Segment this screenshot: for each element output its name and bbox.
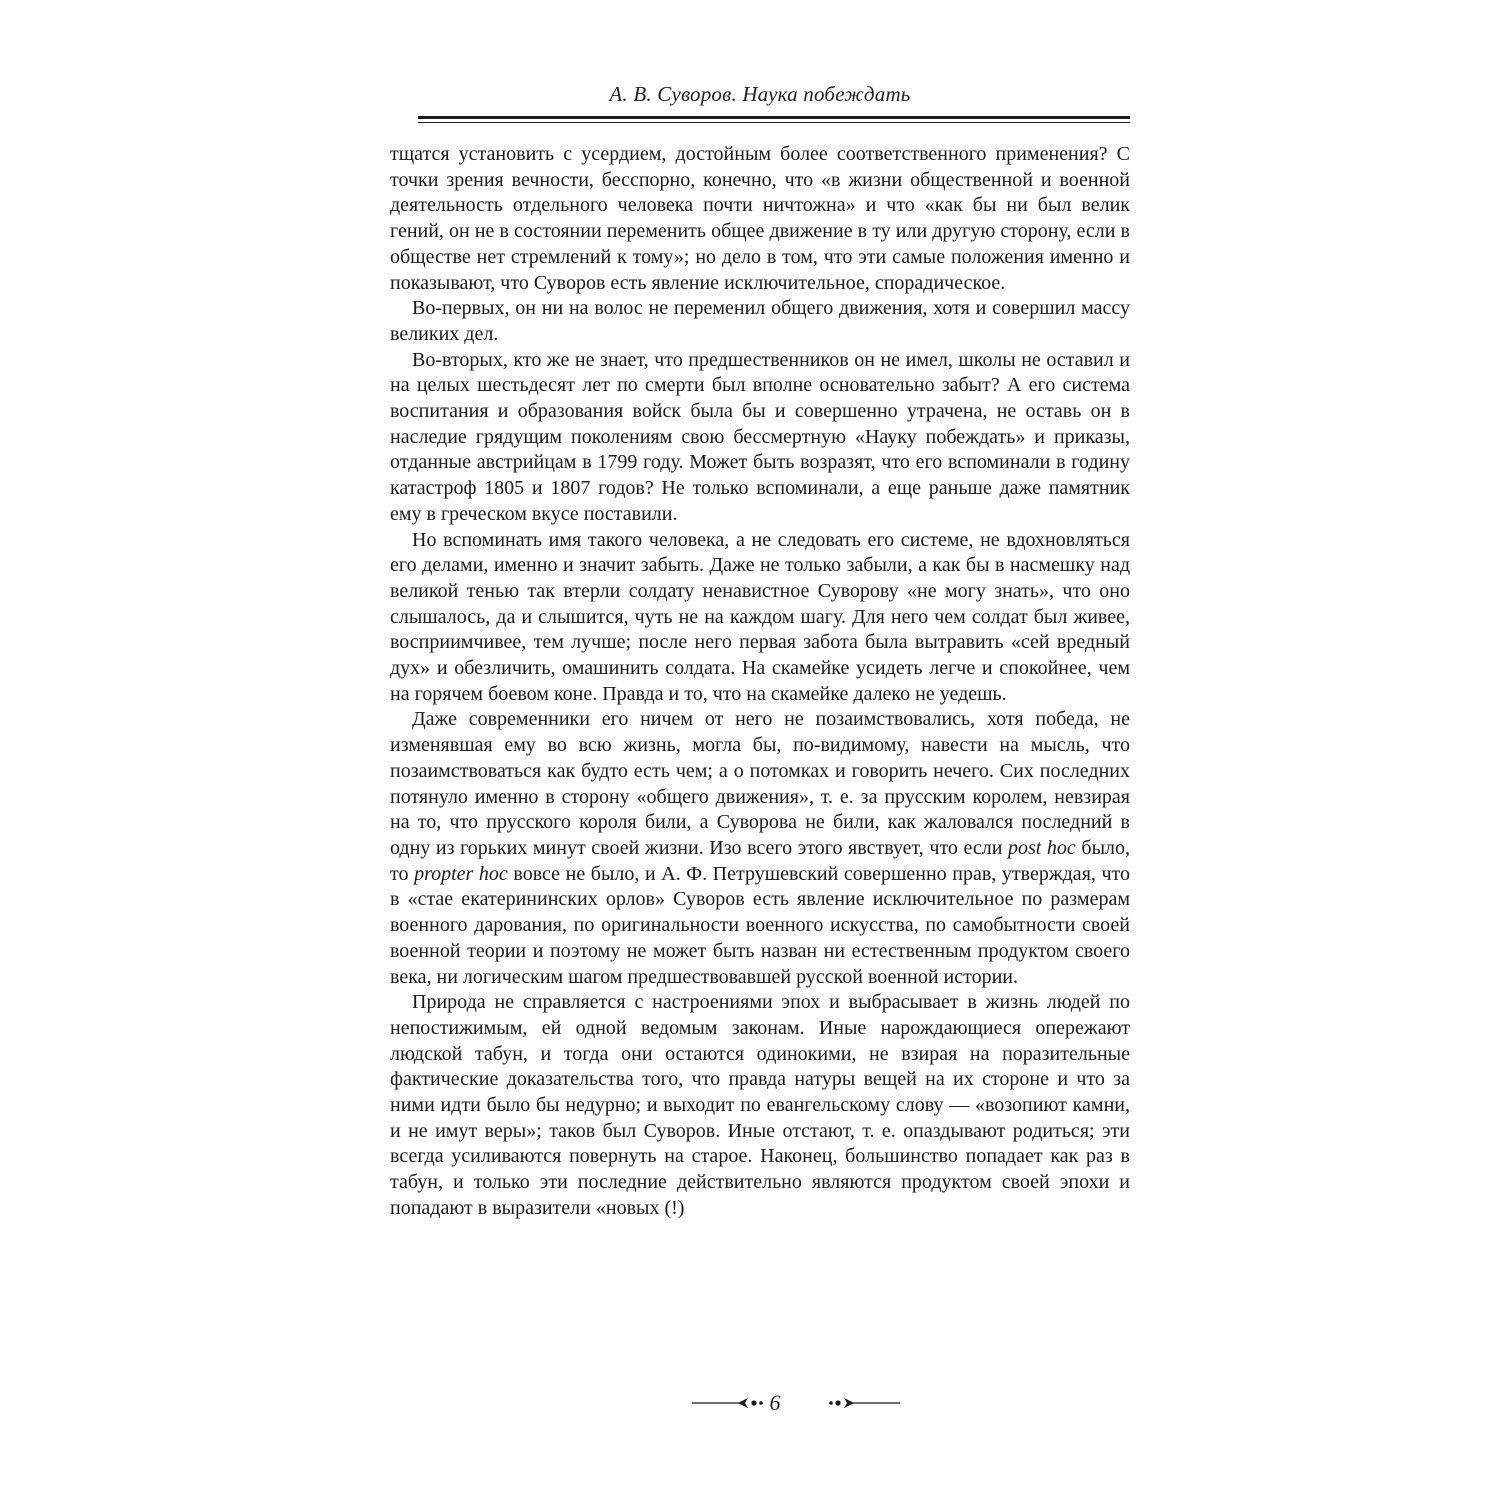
right-ornament-icon — [822, 1388, 902, 1418]
latin-phrase-post-hoc: post hoc — [1008, 836, 1076, 859]
header-rule-thick — [418, 116, 1130, 119]
paragraph-4: Но вспоминать имя такого человека, а не следовать его системе, не вдохновляться его делами, именно и значит забыть. Даже не только забыли, а как бы в насмешку над великой тенью так втерли солдату ненавистное Суворову «не могу знать», что оно слышалось, да и слышится, чуть не на каждом шагу. Для него чем солдат был живее, восприимчивее, тем лучше; после него первая забота была вытравить «сей вредный дух» и обезличить, омашинить солдата. На скамейке усидеть легче и спокойнее, чем на горячем боевом коне. Правда и то, что на скамейке далеко не уедешь. — [390, 528, 1130, 705]
paragraph-3: Во-вторых, кто же не знает, что предшественников он не имел, школы не оставил и на целых шестьдесят лет по смерти был вполне основательно забыт? А его система воспитания и образования войск была бы и совершенно утрачена, не оставь он в наследие грядущим поколениям свою бессмертную «Науку побеждать» и приказы, отданные австрийцам в 1799 году. Может быть возразят, что его вспоминали в годину катастроф 1805 и 1807 годов? Не только вспоминали, а еще раньше даже памятник ему в греческом вкусе поставили. — [390, 348, 1130, 525]
header-rule-thin — [418, 122, 1130, 123]
paragraph-1: тщатся установить с усердием, достойным более соответственного применения? С точки зрения вечности, бесспорно, конечно, что «в жизни общественной и военной деятельность отдельного человека почти ничтожна» и что «как бы ни был велик гений, он не в состоянии переменить общее движение в ту или другую сторону, если в обществе нет стремлений к тому»; но дело в том, что эти самые положения именно и показывают, что Суворов есть явление исключительное, спорадическое. — [390, 143, 1130, 294]
latin-phrase-propter-hoc: propter hoc — [414, 862, 508, 885]
book-page — [390, 60, 1130, 1440]
paragraph-5-part-2: было, то — [390, 836, 1131, 885]
page-footer — [390, 1388, 1130, 1418]
paragraph-5 — [390, 707, 1130, 990]
paragraph-2: Во-первых, он ни на волос не переменил общего движения, хотя и совершил массу великих дел. — [390, 297, 1130, 345]
running-title: А. В. Суворов. Наука побеждать — [609, 82, 911, 106]
body-text — [390, 142, 1130, 1222]
paragraph-5-part-3: вовсе не было, и А. Ф. Петрушевский совершенно прав, утверждая, что в «стае екатерининских орлов» Суворов есть явление исключительное по размерам военного дарования, по оригинальности военного искусства, по самобытности своей военной теории и поэтому не может быть назван ни естественным продуктом своего века, ни логическим шагом предшествовавшей русской военной истории. — [390, 862, 1131, 988]
page-number: 6 — [769, 1390, 781, 1415]
left-ornament-icon — [690, 1388, 770, 1418]
paragraph-5-part-1: Даже современники его ничем от него не позаимствовались, хотя победа, не изменявшая ему во всю жизнь, могла бы, по-видимому, навести на мысль, что позаимствоваться как будто есть чем; а о потомках и говорить нечего. Сих последних потянуло именно в сторону «общего движения», т. е. за прусским королем, невзирая на то, что прусского короля били, а Суворова не били, как жаловался последний в одну из горьких минут своей жизни. Изо всего этого явствует, что если — [390, 708, 1130, 859]
paragraph-6: Природа не справляется с настроениями эпох и выбрасывает в жизнь людей по непостижимым, ей одной ведомым законам. Иные нарождающиеся опережают людской табун, и тогда они остаются одинокими, не взирая на поразительные фактические доказательства того, что правда натуры вещей на их стороне и что за ними идти было бы недурно; и выходит по евангельскому слову — «возопиют камни, и не имут веры»; таков был Суворов. Иные отстают, т. е. опаздывают родиться; эти всегда усиливаются повернуть на старое. Наконец, большинство попадает как раз в табун, и только эти последние действительно являются продуктом своей эпохи и попадают в выразители «новых (!) — [390, 991, 1130, 1219]
